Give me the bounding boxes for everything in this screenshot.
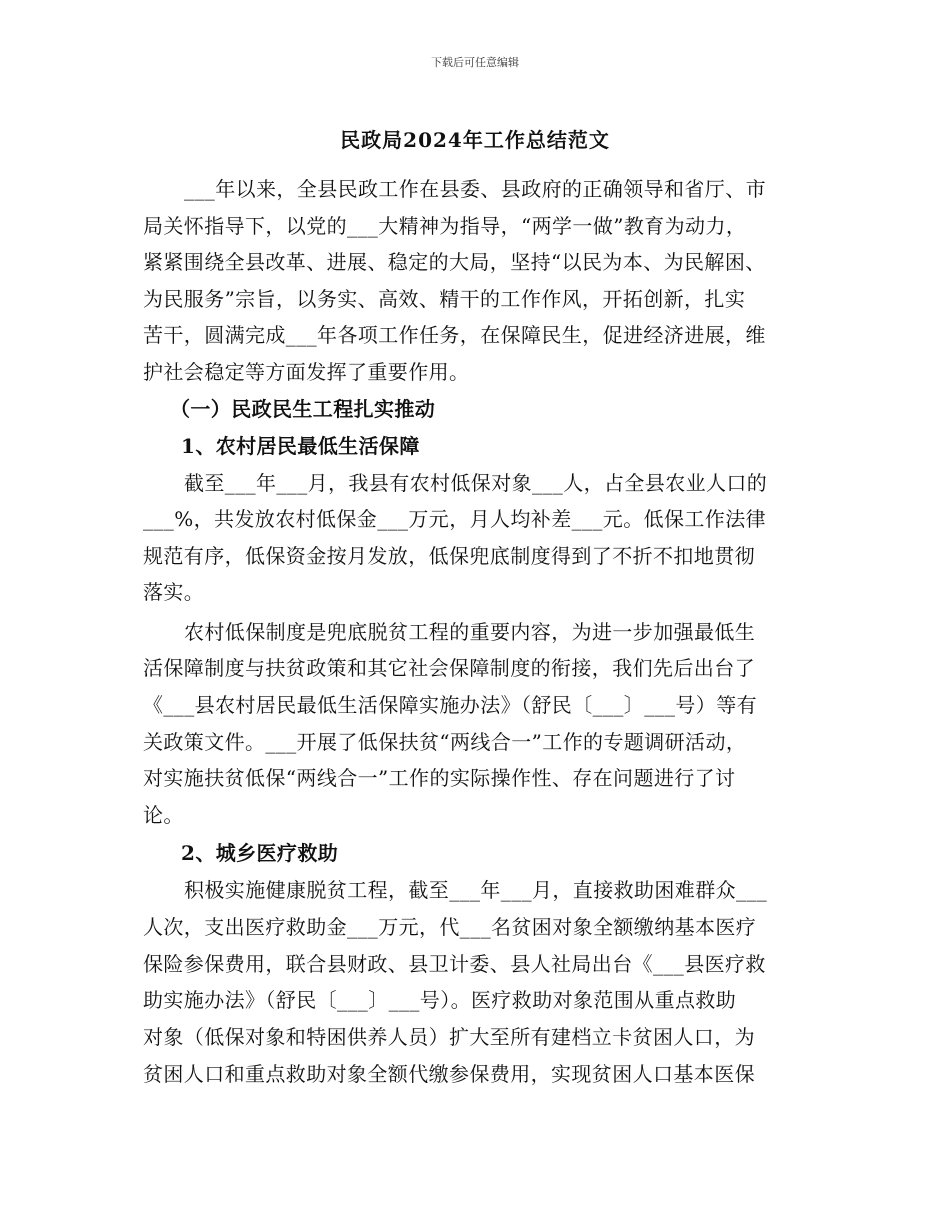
text-line: 局关怀指导下，以党的___大精神为指导，“两学一做”教育为动力， [143, 214, 747, 238]
document-title: 民政局2024年工作总结范文 [340, 128, 610, 152]
text-line: 关政策文件。___开展了低保扶贫“两线合一”工作的专题调研活动， [143, 730, 747, 754]
subsection-heading: 1、农村居民最低生活保障 [181, 434, 420, 458]
section-heading: （一）民政民生工程扎实推动 [170, 397, 436, 421]
text-line: 活保障制度与扶贫政策和其它社会保障制度的衔接，我们先后出台了 [143, 656, 755, 680]
text-line: 助实施办法》（舒民〔___〕___号）。医疗救助对象范围从重点救助 [143, 988, 737, 1012]
text-line: 积极实施健康脱贫工程，截至___年___月，直接救助困难群众___ [184, 878, 768, 902]
text-line: 护社会稳定等方面发挥了重要作用。 [143, 360, 470, 384]
text-line: 苦干，圆满完成___年各项工作任务，在保障民生，促进经济进展，维 [143, 323, 766, 347]
text-line: 落实。 [143, 580, 205, 604]
text-line: 规范有序，低保资金按月发放，低保兜底制度得到了不折不扣地贯彻 [143, 544, 755, 568]
text-line: 论。 [143, 803, 184, 827]
text-line: 截至___年___月，我县有农村低保对象___人，占全县农业人口的 [184, 471, 768, 495]
text-line: 对象（低保对象和特困供养人员）扩大至所有建档立卡贫困人口，为 [143, 1025, 755, 1049]
text-line: 为民服务”宗旨，以务实、高效、精干的工作作风，开拓创新，扎实 [143, 287, 746, 311]
text-line: ___年以来，全县民政工作在县委、县政府的正确领导和省厅、市 [184, 177, 766, 201]
subsection-heading: 2、城乡医疗救助 [181, 841, 339, 865]
text-line: 紧紧围绕全县改革、进展、稳定的大局，坚持“以民为本、为民解困、 [143, 250, 766, 274]
page-header: 下载后可任意编辑 [431, 56, 519, 69]
text-line: 《___县农村居民最低生活保障实施办法》（舒民〔___〕___号）等有 [143, 693, 757, 717]
text-line: 贫困人口和重点救助对象全额代缴参保费用，实现贫困人口基本医保 [143, 1062, 755, 1086]
text-line: 人次，支出医疗救助金___万元，代___名贫困对象全额缴纳基本医疗 [143, 915, 757, 939]
text-line: ___%，共发放农村低保金___万元，月人均补差___元。低保工作法律 [143, 507, 767, 531]
text-line: 对实施扶贫低保“两线合一”工作的实际操作性、存在问题进行了讨 [143, 766, 736, 790]
text-line: 保险参保费用，联合县财政、县卫计委、县人社局出台《___县医疗救 [143, 952, 766, 976]
text-line: 农村低保制度是兜底脱贫工程的重要内容，为进一步加强最低生 [184, 620, 756, 644]
